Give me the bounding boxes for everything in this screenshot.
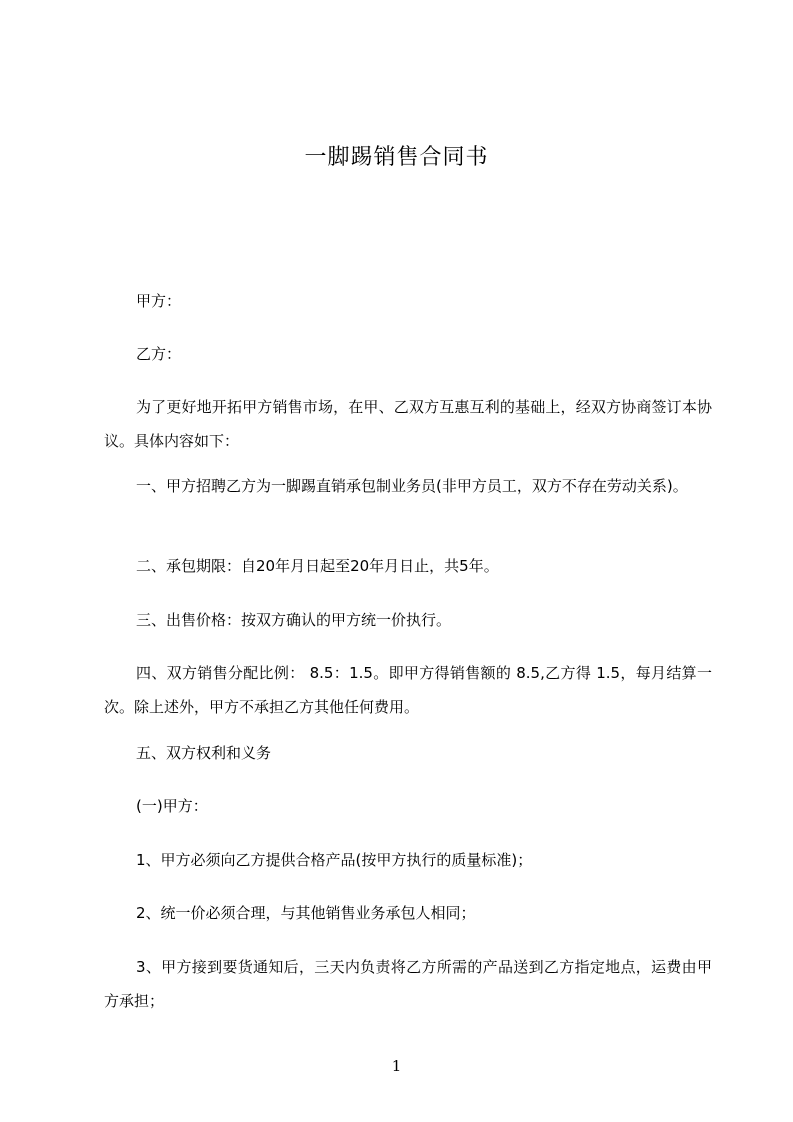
clause-5-heading: 五、双方权利和义务 [136, 744, 272, 762]
clause-3-paragraph: 三、出售价格：按双方确认的甲方统一价执行。 [136, 611, 452, 629]
duty-1-paragraph: 1、甲方必须向乙方提供合格产品(按甲方执行的质量标准)； [136, 851, 533, 869]
preamble-paragraph: 为了更好地开拓甲方销售市场，在甲、乙双方互惠互利的基础上，经双方协商签订本协议。具体内容如下： [104, 398, 712, 450]
duty-2-paragraph: 2、统一价必须合理，与其他销售业务承包人相同； [136, 904, 476, 922]
duty-3-paragraph: 3、甲方接到要货通知后，三天内负责将乙方所需的产品送到乙方指定地点，运费由甲方承担； [104, 958, 712, 1010]
page-number: 1 [391, 1057, 402, 1075]
document-title: 一脚踢销售合同书 [304, 145, 489, 170]
clause-2-paragraph: 二、承包期限：自20年月日起至20年月日止，共5年。 [136, 557, 499, 575]
party-a-duties-heading: (一)甲方： [136, 797, 208, 815]
party-b-line: 乙方： [136, 345, 182, 363]
party-a-line: 甲方： [136, 292, 182, 310]
clause-1-paragraph: 一、甲方招聘乙方为一脚踢直销承包制业务员(非甲方员工，双方不存在劳动关系)。 [136, 477, 688, 495]
clause-4-paragraph: 四、双方销售分配比例： 8.5：1.5。即甲方得销售额的 8.5,乙方得 1.5，每月结算一次。除上述外，甲方不承担乙方其他任何费用。 [104, 664, 712, 716]
